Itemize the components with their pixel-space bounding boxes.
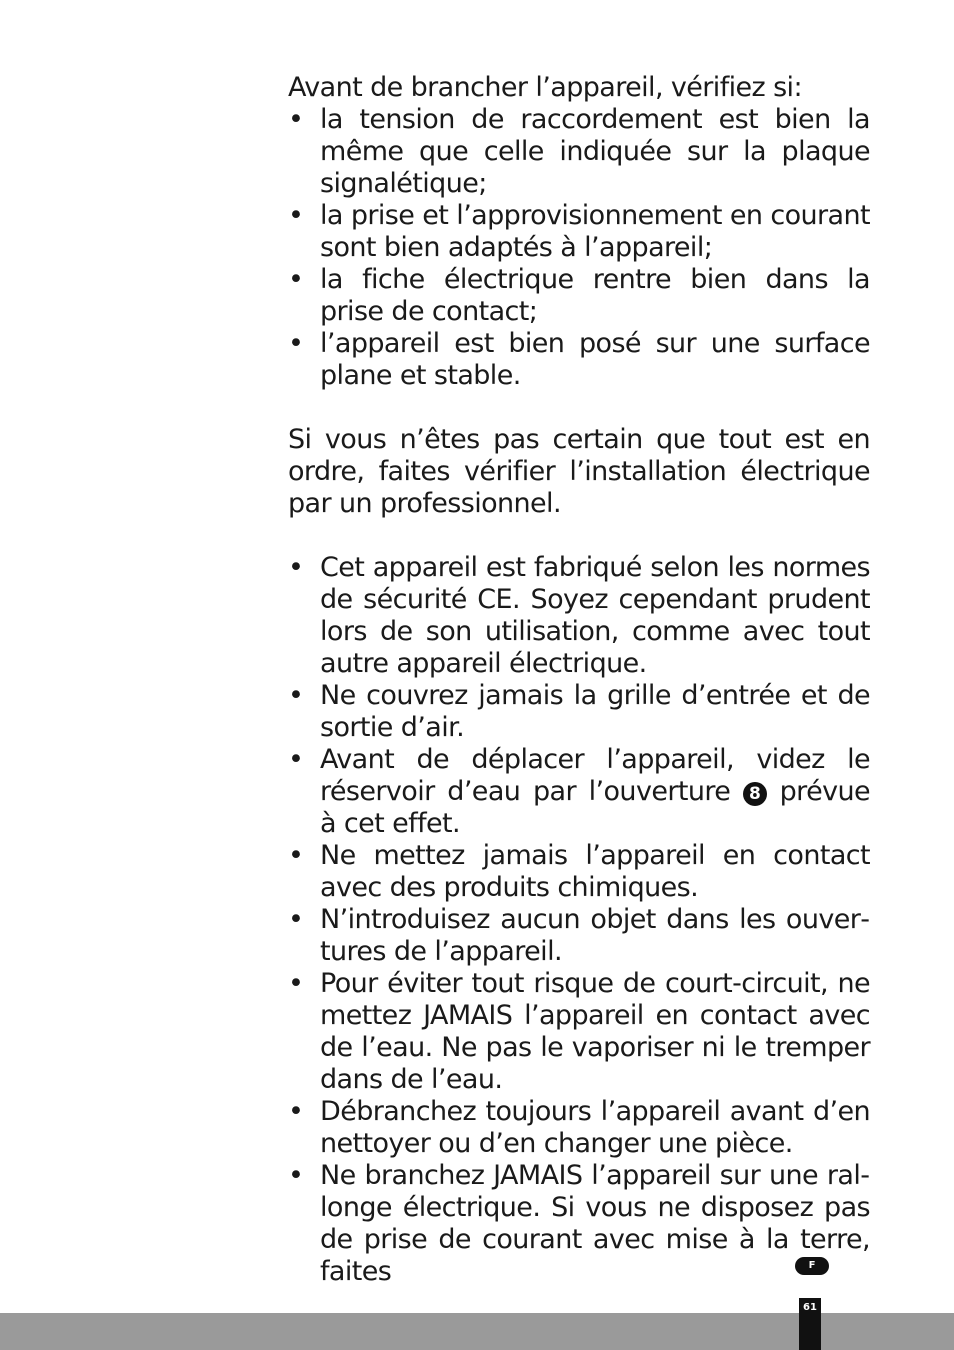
spacer	[288, 520, 870, 552]
safety-item: • Ne couvrez jamais la grille d’entrée et de sortie d’air.	[288, 680, 870, 744]
page-number-tab	[799, 1298, 821, 1350]
safety-item: • N’introduisez aucun objet dans les ouvertures de l’appareil.	[288, 904, 870, 968]
safety-item-text: prévue à cet effet.	[320, 776, 870, 839]
checklist-item: • l’appareil est bien posé sur une surface plane et stable.	[288, 328, 870, 392]
safety-item-text: Avant de déplacer l’appareil, videz le réservoir d’eau par l’ouverture	[320, 744, 870, 807]
checklist-item: • la prise et l’approvisionnement en courant sont bien adaptés à l’appareil;	[288, 200, 870, 264]
electrician-paragraph: Si vous n’êtes pas certain que tout est en ordre, faites vérifier l’installation électrique par un professionnel.	[288, 424, 870, 519]
page-content	[288, 72, 870, 1288]
checklist-item: • la fiche électrique rentre bien dans la prise de contact;	[288, 264, 870, 328]
checklist-item: • la tension de raccordement est bien la même que celle indiquée sur la plaque signalétique;	[288, 104, 870, 200]
safety-item: • Ne branchez JAMAIS l’appareil sur une rallonge électrique. Si vous ne disposez pas de prise de courant avec mise à la terre, faites	[288, 1160, 870, 1288]
part-number-8-icon: 8	[743, 782, 767, 806]
safety-item: • Cet appareil est fabriqué selon les normes de sécurité CE. Soyez cependant prudent lors de son utilisation, comme avec tout autre appareil électrique.	[288, 552, 870, 680]
safety-list	[288, 552, 870, 1288]
page-number: 61	[803, 1302, 817, 1313]
safety-item: • Pour éviter tout risque de court-circuit, ne mettez JAMAIS l’appareil en contact avec de l’eau. Ne pas le vaporiser ni le tremper dans de l’eau.	[288, 968, 870, 1096]
checklist	[288, 104, 870, 392]
safety-item	[288, 744, 870, 840]
safety-item: • Ne mettez jamais l’appareil en contact avec des produits chimiques.	[288, 840, 870, 904]
language-badge: F	[795, 1257, 829, 1275]
safety-item: • Débranchez toujours l’appareil avant d’en nettoyer ou d’en changer une pièce.	[288, 1096, 870, 1160]
intro-text: Avant de brancher l’appareil, vérifiez si:	[288, 72, 802, 103]
